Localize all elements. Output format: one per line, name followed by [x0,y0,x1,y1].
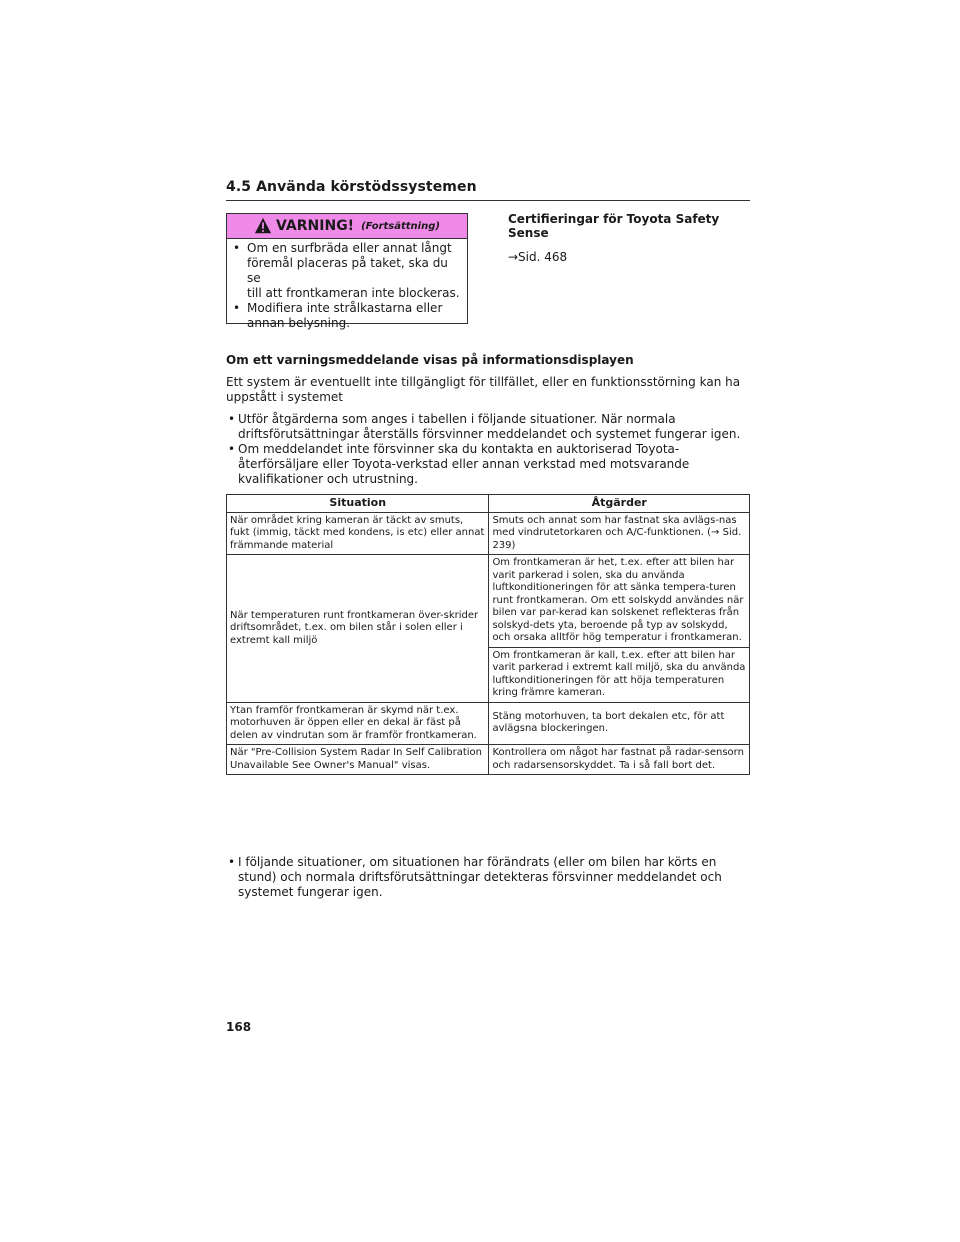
after-table-bullets [226,855,750,900]
action-cell: Stäng motorhuven, ta bort dekalen etc, för att avlägsna blockeringen. [489,702,750,745]
certification-ref-link[interactable]: →Sid. 468 [508,250,568,264]
section-bullets [226,412,750,487]
table-header-row [227,495,750,513]
column-header-actions: Åtgärder [489,495,750,513]
warning-box [226,213,468,330]
warning-list [227,239,467,331]
section-title: Om ett varningsmeddelande visas på informationsdisplayen [226,353,634,367]
action-cell: Om frontkameran är kall, t.ex. efter att bilen har varit parkerad i extremt kall miljö, ska du använda luftkonditioneringen för att höja temperaturen kring främre kameran. [489,647,750,702]
table-row [227,745,750,775]
page-header [226,179,750,201]
chapter-title: 4.5 Använda körstödssystemen [226,179,477,195]
bullet-item: • Utför åtgärderna som anges i tabellen i följande situationer. När normala driftsförutsättningar återställs försvinner meddelandet och systemet fungerar igen. [226,412,750,442]
warning-line: föremål placeras på taket, ska du se [247,256,448,285]
action-cell: Smuts och annat som har fastnat ska avlägs-nas med vindrutetorkaren och A/C-funktionen. (→ Sid. 239) [489,512,750,555]
warning-triangle-icon [254,217,272,235]
table-row [227,512,750,555]
warning-item [233,241,461,301]
warning-line: annan belysning. [247,316,351,330]
column-header-situation: Situation [227,495,489,513]
situation-cell: Ytan framför frontkameran är skymd när t.ex. motorhuven är öppen eller en dekal är fäst på delen av vindrutan som är framför frontkameran. [227,702,489,745]
warning-header [227,214,467,239]
warning-line: • Modifiera inte strålkastarna eller [247,301,443,315]
section-intro: Ett system är eventuellt inte tillgängligt för tillfället, eller en funktionsstörning kan ha uppstått i systemet [226,375,741,404]
situation-cell: När "Pre-Collision System Radar In Self Calibration Unavailable See Owner's Manual" visas. [227,745,489,775]
situation-cell: När området kring kameran är täckt av smuts, fukt (immig, täckt med kondens, is etc) eller annat främmande material [227,512,489,555]
table-row [227,702,750,745]
page-number: 168 [226,1020,252,1034]
warning-continued: (Fortsättning) [361,220,440,232]
bullet-item: • I följande situationer, om situationen har förändrats (eller om bilen har körts en stund) och normala driftsförutsättningar detekteras försvinner meddelandet och systemet fungerar igen. [226,855,750,900]
action-cell: Om frontkameran är het, t.ex. efter att bilen har varit parkerad i solen, ska du använda luftkonditioneringen för att sänka tempera-turen runt frontkameran. Om ett solskydd användes när bilen var par-kerad kan solskenet reflekteras från solskyd-dets yta, beroende på typ av solskydd, och orsaka alltför hög temperatur i frontkameran. [489,555,750,648]
certification-block [508,212,750,264]
warning-line: till att frontkameran inte blockeras. [247,286,460,300]
warning-message-section [226,353,750,487]
warning-line: • Om en surfbräda eller annat långt [247,241,452,255]
situation-cell: När temperaturen runt frontkameran över-skrider driftsområdet, t.ex. om bilen står i solen eller i extremt kall miljö [227,555,489,703]
warning-title: VARNING! [276,218,355,234]
certification-title: Certifieringar för Toyota Safety Sense [508,212,720,240]
header-divider [226,200,750,201]
table-row [227,555,750,648]
situation-table [226,494,750,775]
action-cell: Kontrollera om något har fastnat på radar-sensorn och radarsensorskyddet. Ta i så fall bort det. [489,745,750,775]
bullet-item: • Om meddelandet inte försvinner ska du kontakta en auktoriserad Toyota-återförsäljare eller Toyota-verkstad eller annan verkstad med motsvarande kvalifikationer och utrustning. [226,442,750,487]
warning-item [233,301,461,331]
